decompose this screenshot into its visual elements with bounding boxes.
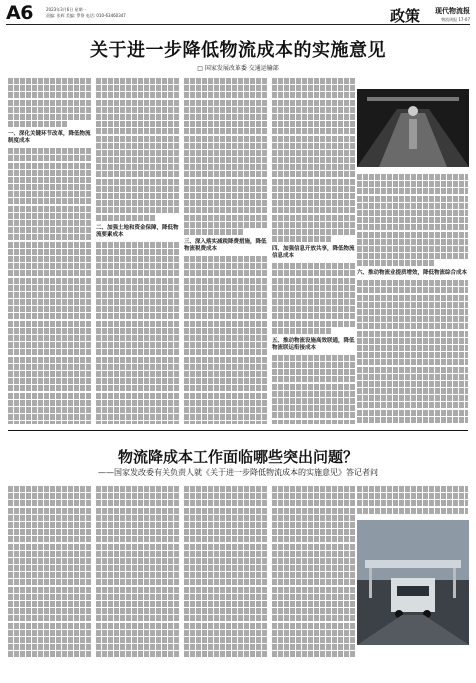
section-divider bbox=[8, 430, 468, 431]
interview-column bbox=[96, 486, 180, 676]
interview-title: 物流降成本工作面临哪些突出问题？ bbox=[117, 448, 358, 466]
warehouse-photo bbox=[357, 89, 469, 167]
paper-name: 现代物流报 bbox=[435, 6, 470, 15]
article-subhead: 四、加强信息开放共享，降低物流信息成本 bbox=[272, 246, 355, 260]
article-byline: □ 国家发展改革委 交通运输部 bbox=[197, 65, 279, 72]
section-name: 政策 bbox=[389, 7, 420, 25]
paper-date: 物流周报 17-07 bbox=[441, 17, 470, 22]
article-subhead: 一、深化关键环节改革，降低物流制度成本 bbox=[8, 131, 91, 145]
article-subhead: 三、深入落实减税降费措施，降低物流税费成本 bbox=[184, 238, 267, 252]
masthead bbox=[6, 4, 470, 25]
masthead-date: 2023年3月6日 星期一 bbox=[46, 7, 87, 12]
article-column bbox=[96, 78, 180, 424]
interview-column bbox=[272, 486, 356, 676]
article-column bbox=[8, 78, 92, 424]
page-number: A6 bbox=[6, 2, 33, 24]
article-column bbox=[272, 78, 356, 424]
article-subhead: 五、推动物流设施高效联通，降低物流联运衔接成本 bbox=[272, 337, 355, 351]
masthead-editors: 责编: 张辉 美编: 罗铮 电话: 010-63460347 bbox=[46, 13, 126, 18]
interview-column bbox=[184, 486, 268, 676]
article-subhead: 六、推动物流业提质增效，降低物流综合成本 bbox=[357, 270, 468, 277]
article-column bbox=[357, 174, 468, 424]
article-headline: 关于进一步降低物流成本的实施意见 bbox=[90, 40, 386, 61]
interview-column bbox=[357, 486, 468, 516]
article-subhead: 二、加强土地和资金保障，降低物流要素成本 bbox=[96, 224, 179, 238]
masthead-meta bbox=[46, 7, 126, 19]
interview-subtitle: ——国家发改委有关负责人就《关于进一步降低物流成本的实施意见》答记者问 bbox=[98, 468, 378, 477]
article-column bbox=[184, 78, 268, 424]
article-photo bbox=[357, 89, 469, 167]
highway-truck-photo bbox=[357, 520, 469, 645]
interview-photo bbox=[357, 520, 469, 645]
interview-column bbox=[8, 486, 92, 676]
